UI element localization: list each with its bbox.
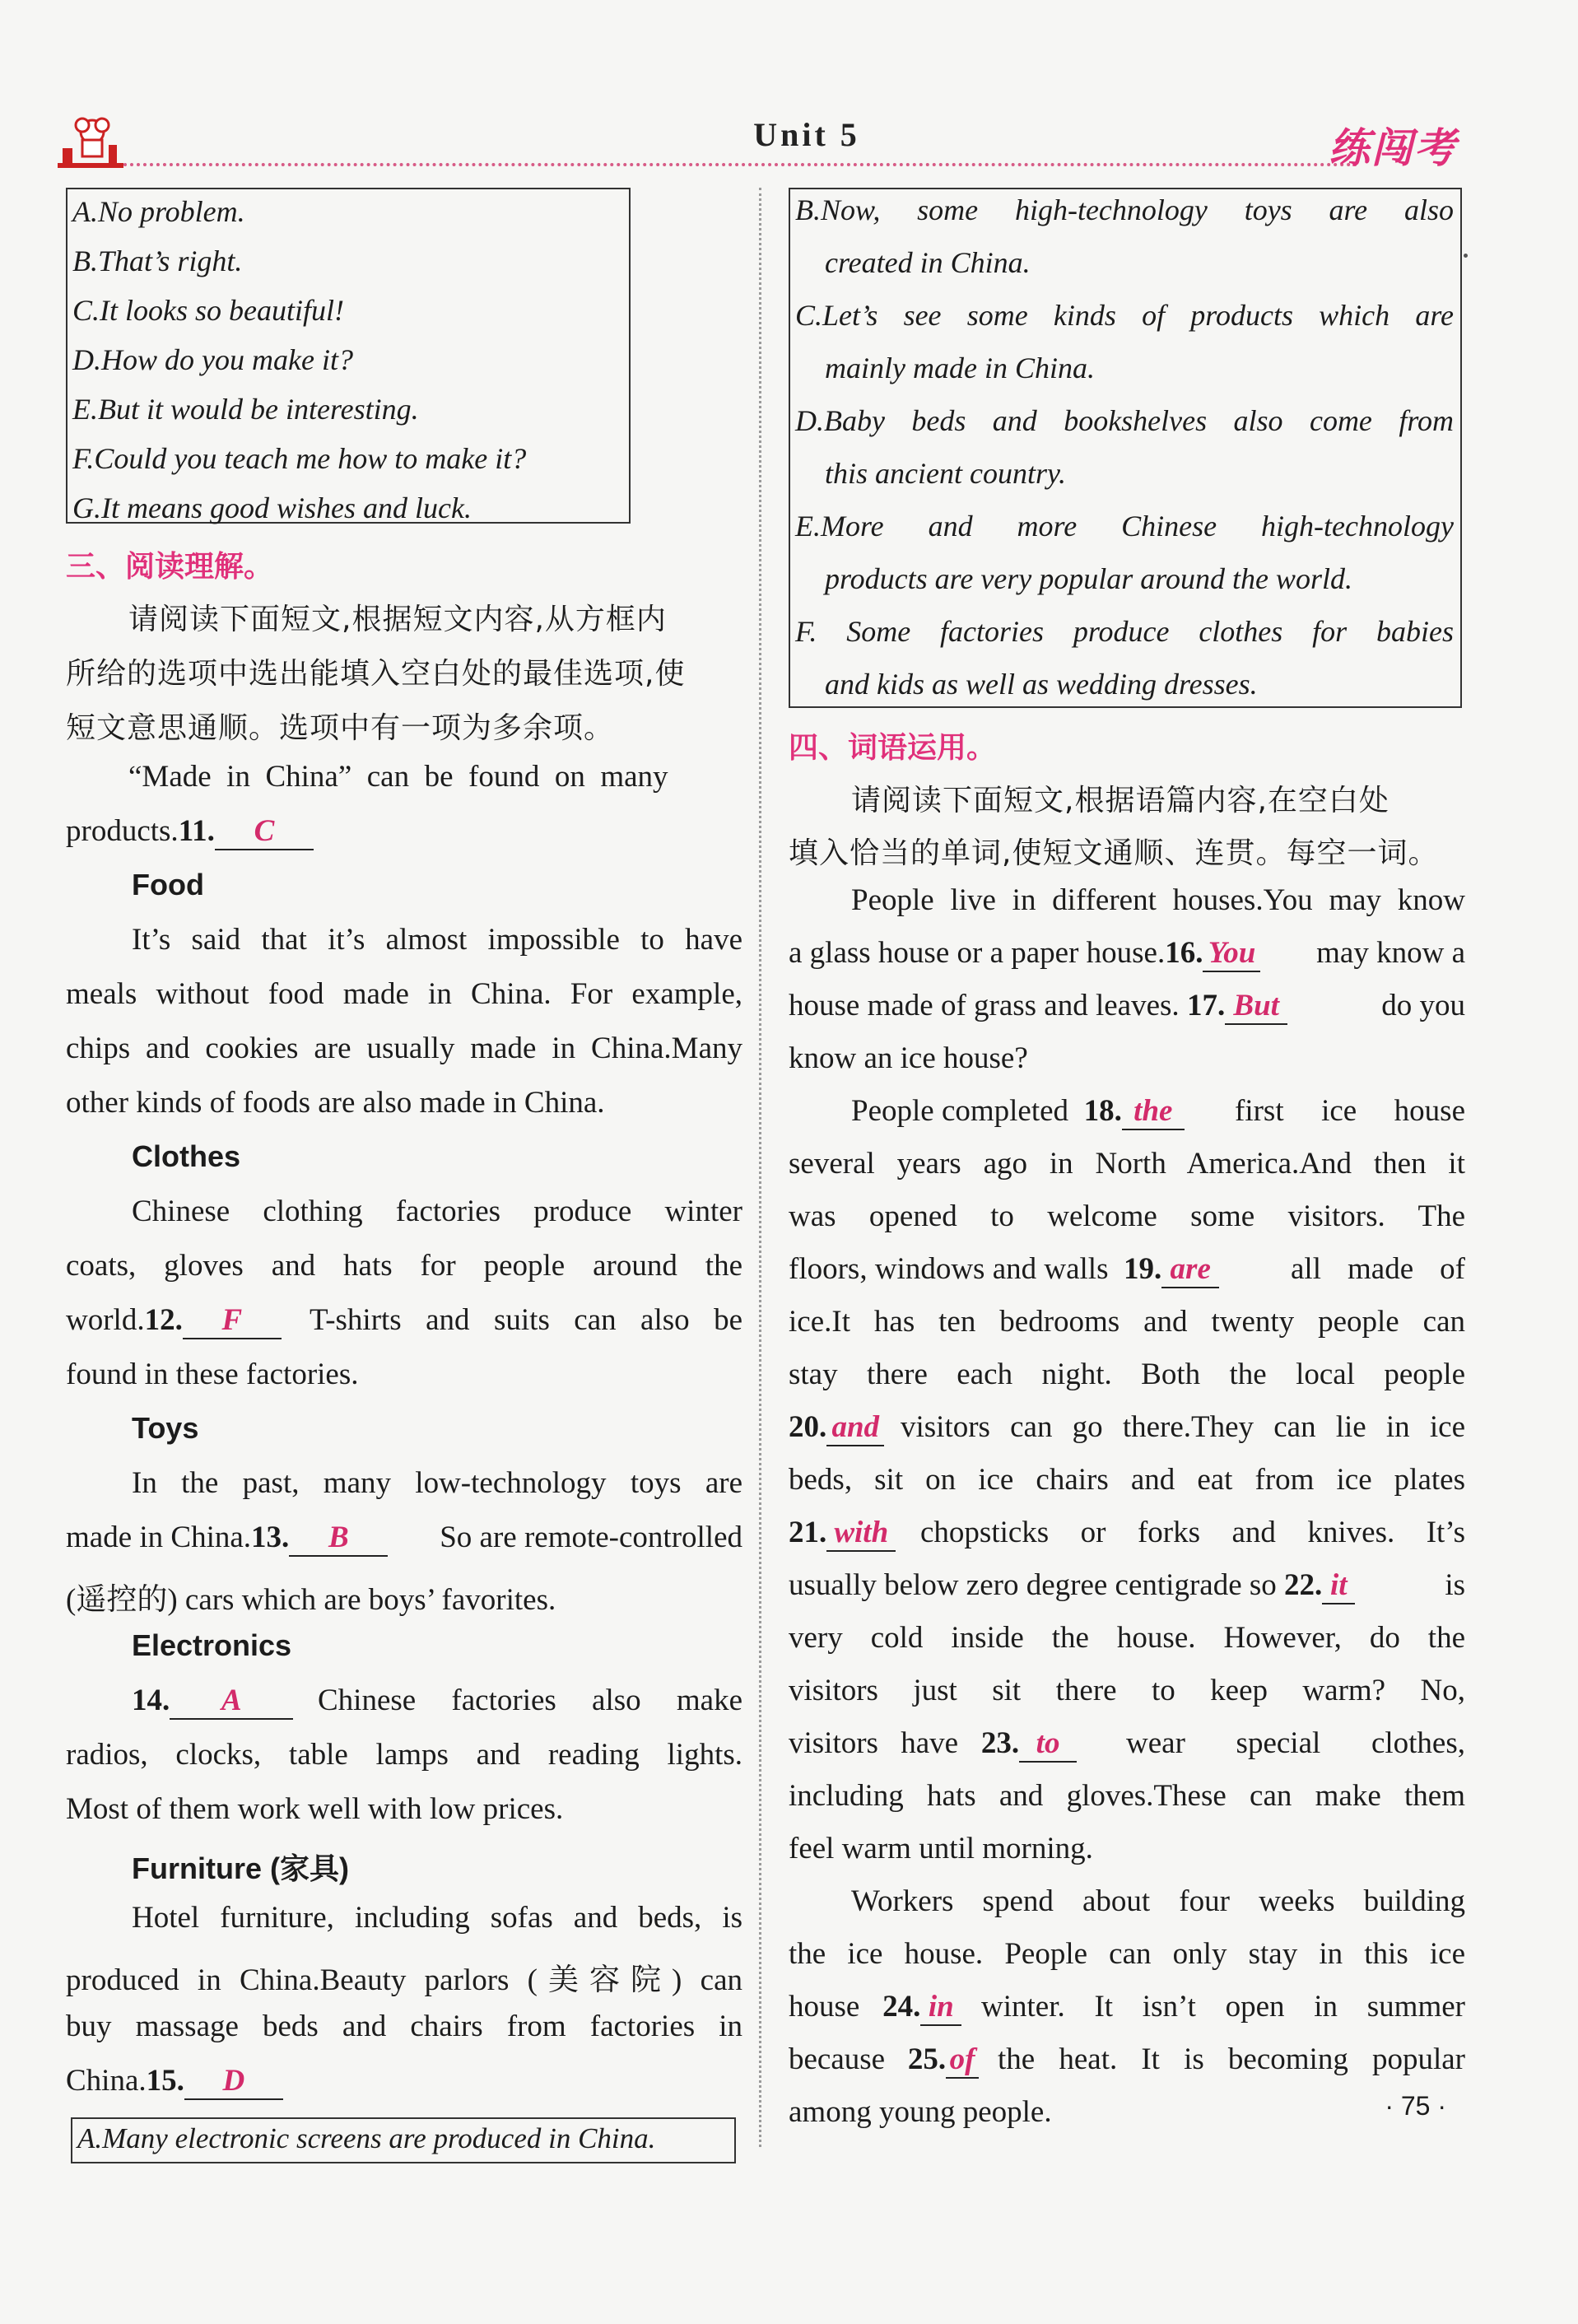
passage-line: [789, 1515, 896, 1552]
answer-21: with: [834, 1516, 889, 1549]
subheading-food: Food: [132, 868, 204, 901]
passage-line: among young people.: [789, 2095, 1052, 2129]
answer-blank-20[interactable]: [826, 1409, 884, 1446]
option-d: D.How do you make it?: [72, 343, 353, 376]
instruction-line: 填入恰当的单词,使短文通顺、连贯。每空一词。: [789, 836, 1439, 870]
passage-line: [789, 1989, 961, 2026]
passage-text: world.: [66, 1303, 145, 1337]
option-b: B.That’s right.: [72, 245, 243, 277]
passage-line: visitors can go there.They can lie in ice: [901, 1410, 1465, 1444]
column-divider: [759, 188, 761, 2147]
question-number: 23.: [980, 1726, 1020, 1760]
reading-option-c-cont: mainly made in China.: [825, 352, 1095, 384]
passage-line: visitors just sit there to keep warm? No,: [789, 1674, 1465, 1707]
answer-blank-24[interactable]: [920, 1989, 961, 2026]
passage-line: first ice house: [1235, 1094, 1465, 1128]
header-dotted-rule: [123, 163, 1358, 166]
passage-line: [66, 1302, 282, 1339]
page-number: · 75 ·: [1385, 2091, 1446, 2121]
subheading-clothes: Clothes: [132, 1139, 241, 1173]
question-number: 11.: [178, 814, 215, 848]
reading-option-b-cont: created in China.: [825, 246, 1031, 279]
answer-blank-18[interactable]: [1122, 1093, 1185, 1130]
passage-line: several years ago in North America.And then it: [789, 1147, 1465, 1181]
passage-line: So are remote-controlled: [440, 1521, 742, 1554]
page-header: [58, 115, 1457, 173]
passage-line: other kinds of foods are also made in China.: [66, 1086, 605, 1120]
passage-text: People completed: [851, 1094, 1069, 1128]
passage-line: [789, 1567, 1355, 1604]
reading-option-b: B.Now, some high-technology toys are also: [795, 193, 1454, 226]
answer-blank-16[interactable]: [1203, 935, 1260, 972]
option-a: A.No problem.: [72, 195, 245, 228]
passage-line: T-shirts and suits can also be: [310, 1303, 742, 1337]
passage-line: People live in different houses.You may know: [851, 883, 1465, 917]
answer-16: You: [1208, 936, 1256, 970]
reading-option-a: A.Many electronic screens are produced in China.: [77, 2122, 656, 2154]
passage-text: because: [789, 2042, 886, 2076]
question-number: 22.: [1284, 1568, 1323, 1602]
question-number: 13.: [251, 1521, 290, 1554]
passage-line: Workers spend about four weeks building: [851, 1884, 1465, 1918]
passage-line: It’s said that it’s almost impossible to have: [132, 923, 742, 957]
answer-23: to: [1036, 1726, 1060, 1760]
passage-line: was opened to welcome some visitors. The: [789, 1199, 1465, 1233]
passage-line: is: [1445, 1568, 1465, 1602]
passage-line: winter. It isn’t open in summer: [981, 1990, 1465, 2024]
passage-line: all made of: [1291, 1252, 1465, 1286]
question-number: 17.: [1186, 989, 1226, 1022]
instruction-line: 请阅读下面短文,根据短文内容,从方框内: [128, 603, 667, 636]
passage-line: [789, 1409, 884, 1446]
subheading-toys: Toys: [132, 1411, 199, 1445]
passage-line: [132, 1683, 293, 1720]
passage-text: usually below zero degree centigrade so: [789, 1568, 1277, 1602]
passage-line: ice.It has ten bedrooms and twenty people can: [789, 1305, 1465, 1339]
passage-line: the ice house. People can only stay in this ice: [789, 1937, 1465, 1971]
question-number: 21.: [789, 1516, 827, 1549]
answer-blank-21[interactable]: [826, 1515, 896, 1552]
passage-line: [789, 1726, 1077, 1763]
passage-line: feel warm until morning.: [789, 1832, 1093, 1865]
option-e: E.But it would be interesting.: [72, 393, 419, 426]
unit-title: Unit 5: [753, 116, 860, 153]
passage-text: a glass house or a paper house.: [789, 936, 1166, 970]
passage-line: do you: [1381, 989, 1465, 1022]
reading-option-a-box: [71, 2117, 736, 2163]
answer-18: the: [1133, 1094, 1173, 1128]
question-number: 18.: [1083, 1094, 1122, 1128]
passage-line: chips and cookies are usually made in China.Many: [66, 1032, 742, 1065]
answer-blank-13[interactable]: [289, 1520, 388, 1557]
passage-line: (遥控的) cars which are boys’ favorites.: [66, 1583, 556, 1617]
passage-line: meals without food made in China. For example,: [66, 977, 742, 1011]
answer-14: A: [221, 1684, 242, 1717]
passage-text: made in China.: [66, 1521, 252, 1554]
dialogue-options-box: [66, 188, 631, 524]
chef-mascot-icon: [58, 115, 123, 170]
reading-option-e-cont: products are very popular around the world.: [825, 562, 1352, 595]
answer-blank-19[interactable]: [1161, 1251, 1219, 1288]
reading-option-f: F. Some factories produce clothes for babies: [795, 615, 1454, 648]
instruction-line: 所给的选项中选出能填入空白处的最佳选项,使: [66, 657, 686, 691]
question-number: 24.: [882, 1990, 921, 2024]
question-number: 20.: [789, 1410, 827, 1444]
margin-dot: [1464, 254, 1468, 258]
passage-line: [66, 2063, 283, 2100]
question-number: 15.: [146, 2064, 184, 2098]
passage-line: [66, 813, 314, 850]
option-g: G.It means good wishes and luck.: [72, 491, 472, 524]
instruction-line: 短文意思通顺。选项中有一项为多余项。: [66, 711, 615, 745]
passage-line: [789, 935, 1260, 972]
passage-text: products.: [66, 814, 179, 848]
passage-line: [851, 1093, 1185, 1130]
passage-line: Hotel furniture, including sofas and beds, is: [132, 1901, 742, 1935]
passage-line: Chinese clothing factories produce winter: [132, 1195, 742, 1228]
reading-option-e: E.More and more Chinese high-technology: [795, 510, 1454, 543]
answer-11: C: [254, 814, 275, 848]
reading-option-f-cont: and kids as well as wedding dresses.: [825, 668, 1258, 701]
reading-option-d: D.Baby beds and bookshelves also come from: [795, 404, 1454, 437]
answer-blank-12[interactable]: [183, 1302, 282, 1339]
question-number: 19.: [1123, 1252, 1162, 1286]
subheading-electronics: Electronics: [132, 1628, 292, 1662]
subheading-furniture: Furniture (家具): [132, 1851, 349, 1885]
answer-15: D: [222, 2064, 245, 2098]
answer-blank-23[interactable]: [1019, 1726, 1077, 1763]
passage-line: beds, sit on ice chairs and eat from ice plates: [789, 1463, 1465, 1497]
passage-line: radios, clocks, table lamps and reading lights.: [66, 1738, 742, 1772]
passage-line: produced in China.Beauty parlors (美容院) can: [66, 1963, 742, 1997]
passage-line: Most of them work well with low prices.: [66, 1792, 564, 1826]
passage-text: China.: [66, 2064, 147, 2098]
passage-line: [789, 2042, 979, 2079]
answer-12: F: [221, 1303, 243, 1337]
passage-line: found in these factories.: [66, 1358, 359, 1391]
reading-option-d-cont: this ancient country.: [825, 457, 1066, 490]
answer-blank-14[interactable]: [170, 1683, 293, 1720]
passage-line: coats, gloves and hats for people around the: [66, 1249, 742, 1283]
answer-19: are: [1170, 1252, 1211, 1286]
question-number: 12.: [144, 1303, 183, 1337]
answer-blank-17[interactable]: [1225, 988, 1287, 1025]
passage-line: chopsticks or forks and knives. It’s: [920, 1516, 1465, 1549]
passage-line: In the past, many low-technology toys are: [132, 1466, 742, 1500]
answer-24: in: [928, 1990, 954, 2024]
question-number: 16.: [1165, 936, 1203, 970]
passage-line: “Made in China” can be found on many: [128, 760, 668, 794]
passage-line: wear special clothes,: [1126, 1726, 1465, 1760]
answer-13: B: [328, 1521, 349, 1554]
brand-logo: 练闯考: [1329, 124, 1457, 172]
passage-line: know an ice house?: [789, 1041, 1028, 1075]
passage-text: floors, windows and walls: [789, 1252, 1109, 1286]
passage-line: very cold inside the house. However, do the: [789, 1621, 1465, 1655]
answer-22: it: [1330, 1568, 1348, 1602]
passage-line: including hats and gloves.These can make them: [789, 1779, 1465, 1813]
passage-line: [789, 1251, 1219, 1288]
answer-20: and: [831, 1410, 880, 1444]
option-c: C.It looks so beautiful!: [72, 294, 344, 327]
answer-blank-22[interactable]: [1322, 1567, 1355, 1604]
passage-line: [789, 988, 1287, 1025]
reading-option-c: C.Let’s see some kinds of products which are: [795, 299, 1454, 332]
question-number: 14.: [132, 1684, 170, 1717]
section-4-title: 四、词语运用。: [789, 731, 997, 765]
answer-blank-25[interactable]: [946, 2042, 979, 2079]
answer-17: But: [1233, 989, 1279, 1022]
instruction-line: 请阅读下面短文,根据语篇内容,在空白处: [851, 784, 1389, 817]
answer-blank-15[interactable]: [184, 2063, 283, 2100]
section-3-title: 三、阅读理解。: [66, 550, 274, 584]
passage-line: stay there each night. Both the local people: [789, 1358, 1465, 1391]
passage-line: [66, 1520, 388, 1557]
passage-line: the heat. It is becoming popular: [998, 2042, 1465, 2076]
reading-options-box: [789, 188, 1462, 708]
passage-text: house made of grass and leaves.: [789, 989, 1180, 1022]
passage-text: house: [789, 1990, 860, 2024]
passage-text: visitors have: [789, 1726, 959, 1760]
answer-25: of: [949, 2042, 975, 2076]
answer-blank-11[interactable]: [215, 813, 314, 850]
passage-line: may know a: [1316, 936, 1465, 970]
option-f: F.Could you teach me how to make it?: [72, 442, 527, 475]
question-number: 25.: [907, 2042, 947, 2076]
passage-line: Chinese factories also make: [318, 1684, 742, 1717]
passage-line: buy massage beds and chairs from factories in: [66, 2010, 742, 2043]
